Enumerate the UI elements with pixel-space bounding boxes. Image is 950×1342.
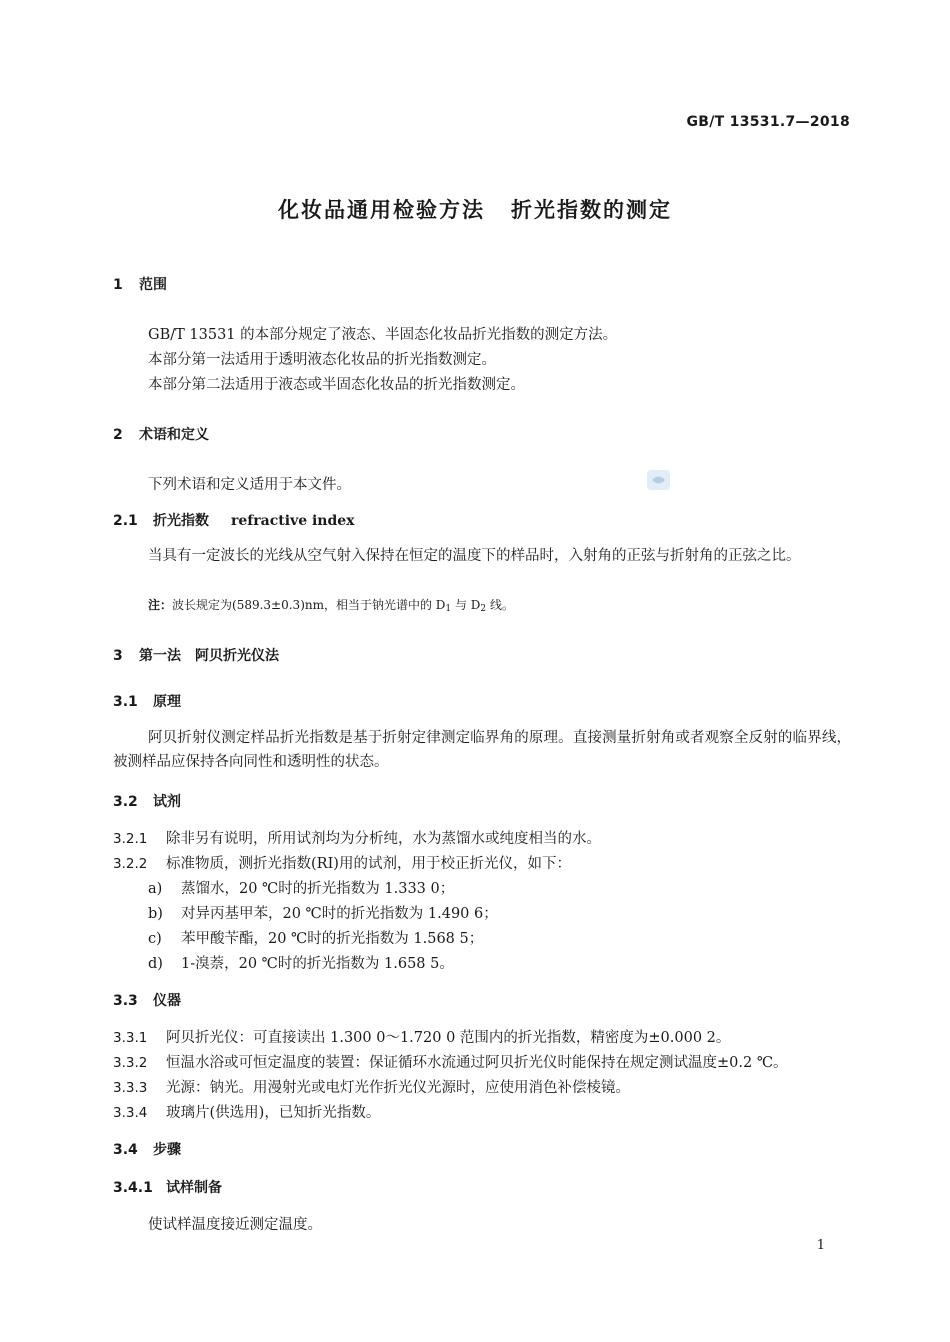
clause-number: 3.3.1 xyxy=(113,1030,148,1046)
sac-watermark-icon xyxy=(646,469,671,491)
list-marker: c) xyxy=(148,931,162,947)
list-text: 1-溴萘，20 ℃时的折光指数为 1.658 5。 xyxy=(181,956,454,972)
note-subscript-2: 2 xyxy=(480,604,487,614)
term-2-1-heading xyxy=(113,510,355,530)
section-title: 范围 xyxy=(139,277,167,293)
clause-number: 3.2.1 xyxy=(113,831,148,847)
clause-number: 3.3.2 xyxy=(113,1055,148,1071)
note-text-a: 波长规定为(589.3±0.3)nm，相当于钠光谱中的 D xyxy=(172,598,446,612)
title-part1: 化妆品通用检验方法 xyxy=(278,198,485,222)
clause-text: 恒温水浴或可恒定温度的装置：保证循环水流通过阿贝折光仪时能保持在规定测试温度±0.2 ℃。 xyxy=(166,1055,788,1071)
scope-paragraph-1: GB/T 13531 的本部分规定了液态、半固态化妆品折光指数的测定方法。 xyxy=(148,327,618,343)
section-3-heading xyxy=(113,645,279,665)
term-definition: 当具有一定波长的光线从空气射入保持在恒定的温度下的样品时，入射角的正弦与折射角的正弦之比。 xyxy=(148,548,801,564)
note-text-b: 与 D xyxy=(451,598,481,612)
clause-3-3-1 xyxy=(113,1026,730,1047)
clause-3-2-heading xyxy=(113,791,181,811)
terms-intro: 下列术语和定义适用于本文件。 xyxy=(148,477,351,493)
clause-3-3-heading xyxy=(113,990,181,1010)
standard-code: GB/T 13531.7—2018 xyxy=(686,114,850,130)
clause-number: 3.4 xyxy=(113,1142,138,1158)
list-item xyxy=(148,952,454,973)
page-number: 1 xyxy=(816,1238,825,1253)
section-title: 术语和定义 xyxy=(139,427,209,443)
note-text-c: 线。 xyxy=(486,598,514,612)
section-number: 2 xyxy=(113,427,123,443)
clause-number: 3.3.4 xyxy=(113,1105,148,1121)
title-part2: 折光指数的测定 xyxy=(511,198,672,222)
clause-3-1-heading xyxy=(113,691,181,711)
clause-3-3-2 xyxy=(113,1051,788,1072)
note-label: 注： xyxy=(148,598,173,612)
clause-3-3-3 xyxy=(113,1076,630,1097)
list-marker: b) xyxy=(148,906,163,922)
clause-text: 玻璃片(供选用)，已知折光指数。 xyxy=(166,1105,381,1121)
note-subscript-1: 1 xyxy=(445,604,452,614)
clause-number: 3.1 xyxy=(113,694,138,710)
clause-title: 试样制备 xyxy=(166,1180,222,1196)
clause-3-3-4 xyxy=(113,1101,380,1122)
clause-text: 除非另有说明，所用试剂均为分析纯，水为蒸馏水或纯度相当的水。 xyxy=(166,831,601,847)
list-text: 蒸馏水，20 ℃时的折光指数为 1.333 0； xyxy=(181,881,455,897)
sample-prep-paragraph: 使试样温度接近测定温度。 xyxy=(148,1217,322,1233)
section-1-heading xyxy=(113,274,167,294)
clause-number: 3.4.1 xyxy=(113,1180,153,1196)
clause-number: 3.3 xyxy=(113,993,138,1009)
list-item xyxy=(148,927,483,948)
principle-paragraph: 阿贝折射仪测定样品折光指数是基于折射定律测定临界角的原理。直接测量折射角或者观察全反射的临界线，被测样品应保持各向同性和透明性的状态。 xyxy=(113,730,851,770)
clause-3-2-2 xyxy=(113,852,571,873)
clause-text: 标准物质，测折光指数(RI)用的试剂，用于校正折光仪，如下： xyxy=(166,856,571,872)
section-number: 1 xyxy=(113,277,123,293)
clause-title: 试剂 xyxy=(153,794,181,810)
clause-text: 阿贝折光仪：可直接读出 1.300 0～1.720 0 范围内的折光指数，精密度为±0.000 2。 xyxy=(166,1030,731,1046)
clause-title: 步骤 xyxy=(153,1142,181,1158)
list-marker: d) xyxy=(148,956,163,972)
clause-number: 3.2 xyxy=(113,794,138,810)
list-item xyxy=(148,902,498,923)
clause-text: 光源：钠光。用漫射光或电灯光作折光仪光源时，应使用消色补偿棱镜。 xyxy=(166,1080,630,1096)
document-title xyxy=(0,194,950,224)
scope-paragraph-3: 本部分第二法适用于液态或半固态化妆品的折光指数测定。 xyxy=(148,377,525,393)
clause-number: 3.2.2 xyxy=(113,856,148,872)
scope-paragraph-2: 本部分第一法适用于透明液态化妆品的折光指数测定。 xyxy=(148,352,496,368)
term-zh: 折光指数 xyxy=(153,513,209,529)
list-item xyxy=(148,877,454,898)
clause-3-2-1 xyxy=(113,827,601,848)
list-text: 苯甲酸苄酯，20 ℃时的折光指数为 1.568 5； xyxy=(181,931,484,947)
section-2-heading xyxy=(113,424,209,444)
clause-title: 仪器 xyxy=(153,993,181,1009)
clause-title: 原理 xyxy=(153,694,181,710)
list-text: 对异丙基甲苯，20 ℃时的折光指数为 1.490 6； xyxy=(181,906,498,922)
term-note xyxy=(148,596,514,614)
list-marker: a) xyxy=(148,881,163,897)
section-title: 第一法 阿贝折光仪法 xyxy=(139,648,279,664)
term-en: refractive index xyxy=(231,513,355,529)
clause-number: 3.3.3 xyxy=(113,1080,148,1096)
clause-3-4-heading xyxy=(113,1139,181,1159)
clause-3-4-1-heading xyxy=(113,1177,222,1197)
section-number: 3 xyxy=(113,648,123,664)
clause-number: 2.1 xyxy=(113,513,138,529)
